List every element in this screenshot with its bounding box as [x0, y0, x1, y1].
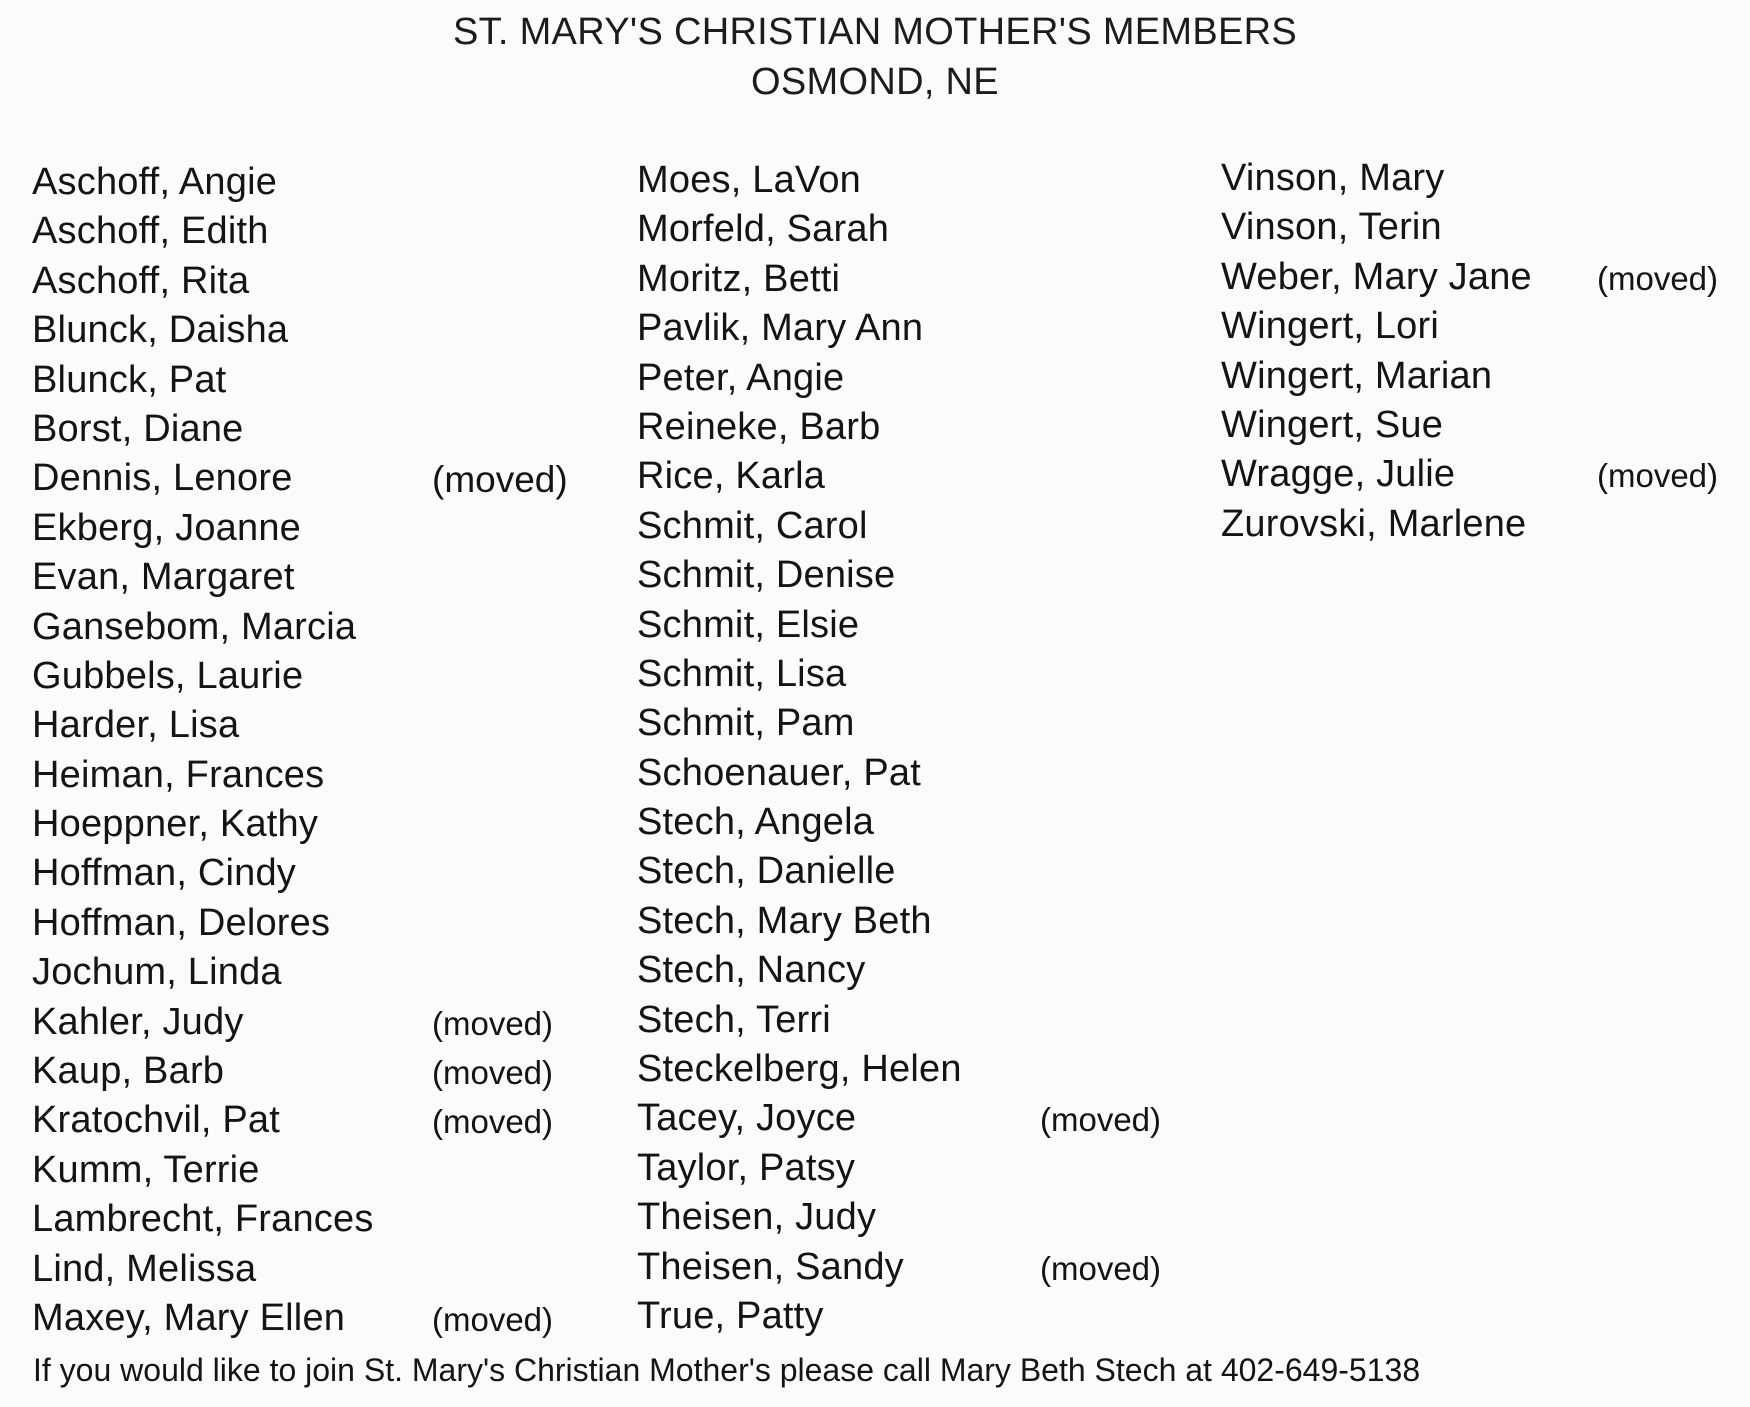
member-row: [637, 551, 1197, 600]
member-name: Ekberg, Joanne: [32, 506, 301, 549]
member-row: [32, 1096, 592, 1145]
member-row: [1221, 154, 1741, 203]
member-name: Lambrecht, Frances: [32, 1198, 374, 1241]
member-name: Hoffman, Cindy: [32, 852, 296, 895]
member-name: Kaup, Barb: [32, 1050, 225, 1093]
member-row: [32, 948, 592, 997]
member-row: [637, 1045, 1197, 1094]
member-name: Kahler, Judy: [32, 1000, 244, 1043]
member-row: [1221, 401, 1741, 450]
member-name: Stech, Terri: [637, 998, 831, 1041]
member-row: [32, 207, 592, 256]
page-title: ST. MARY'S CHRISTIAN MOTHER'S MEMBERS: [452, 11, 1298, 53]
member-name: Weber, Mary Jane: [1221, 255, 1532, 298]
member-row: [637, 1144, 1197, 1193]
moved-status-note: (moved): [432, 459, 568, 501]
member-row: [32, 158, 592, 207]
member-row: [637, 1193, 1197, 1242]
member-name: Wingert, Marian: [1221, 354, 1493, 397]
member-name: Schmit, Pam: [637, 702, 855, 745]
member-row: [637, 601, 1197, 650]
member-row: [32, 356, 592, 405]
member-name: Gansebom, Marcia: [32, 605, 357, 648]
member-row: [637, 354, 1197, 403]
member-row: [637, 502, 1197, 551]
member-name: Kumm, Terrie: [32, 1148, 260, 1191]
member-name: Aschoff, Angie: [32, 161, 278, 203]
member-row: [32, 849, 592, 898]
member-name: Schmit, Carol: [637, 504, 868, 547]
member-name: Heiman, Frances: [32, 753, 325, 796]
member-row: [32, 652, 592, 701]
member-row: [637, 897, 1197, 946]
member-column-1: [32, 158, 592, 1343]
moved-status-note: (moved): [432, 1103, 554, 1141]
member-row: [637, 946, 1197, 995]
moved-status-note: (moved): [1040, 1101, 1162, 1139]
member-name: Vinson, Mary: [1221, 157, 1445, 199]
moved-status-note: (moved): [432, 1300, 554, 1338]
moved-status-note: (moved): [432, 1004, 554, 1042]
member-row: [637, 156, 1197, 205]
member-name: Stech, Danielle: [637, 850, 896, 893]
member-name: Steckelberg, Helen: [637, 1048, 962, 1091]
member-name: Hoeppner, Kathy: [32, 803, 319, 846]
member-row: [637, 255, 1197, 304]
member-name: Pavlik, Mary Ann: [637, 307, 924, 350]
page-subtitle-location: OSMOND, NE: [751, 61, 999, 103]
member-name: Reineke, Barb: [637, 405, 881, 448]
member-column-2: [637, 156, 1197, 1341]
member-row: [32, 553, 592, 602]
member-name: Wingert, Lori: [1221, 305, 1440, 348]
member-row: [637, 996, 1197, 1045]
member-row: [637, 650, 1197, 699]
member-column-3: [1221, 154, 1741, 549]
member-name: Blunck, Pat: [32, 358, 227, 401]
member-name: Stech, Angela: [637, 801, 875, 844]
member-row: [1221, 352, 1741, 401]
member-row: [637, 205, 1197, 254]
moved-status-note: (moved): [1597, 259, 1719, 297]
member-name: Blunck, Daisha: [32, 309, 289, 352]
member-row: [32, 454, 592, 503]
member-row: [637, 699, 1197, 748]
member-row: [32, 998, 592, 1047]
member-row: [32, 899, 592, 948]
member-name: Taylor, Patsy: [637, 1146, 856, 1189]
member-name: Harder, Lisa: [32, 704, 240, 747]
member-row: [1221, 500, 1741, 549]
member-name: Rice, Karla: [637, 455, 826, 498]
member-row: [637, 1094, 1197, 1143]
moved-status-note: (moved): [1040, 1249, 1162, 1287]
member-row: [32, 1245, 592, 1294]
member-name: Dennis, Lenore: [32, 457, 293, 500]
member-name: Theisen, Judy: [637, 1196, 877, 1239]
member-name: Schmit, Denise: [637, 554, 896, 597]
member-row: [32, 1195, 592, 1244]
member-name: Stech, Nancy: [637, 949, 866, 992]
member-row: [32, 1146, 592, 1195]
member-name: Morfeld, Sarah: [637, 208, 890, 251]
member-row: [1221, 450, 1741, 499]
member-name: Stech, Mary Beth: [637, 899, 932, 942]
member-name: Wingert, Sue: [1221, 403, 1444, 446]
member-name: Theisen, Sandy: [637, 1245, 904, 1288]
member-name: Kratochvil, Pat: [32, 1099, 280, 1142]
member-row: [637, 1243, 1197, 1292]
member-name: Moritz, Betti: [637, 257, 841, 300]
member-name: Aschoff, Rita: [32, 259, 250, 302]
member-name: Schmit, Elsie: [637, 603, 860, 646]
member-row: [637, 403, 1197, 452]
moved-status-note: (moved): [432, 1054, 554, 1092]
member-name: True, Patty: [637, 1294, 824, 1337]
member-name: Borst, Diane: [32, 407, 244, 450]
member-name: Jochum, Linda: [32, 951, 282, 994]
member-row: [637, 798, 1197, 847]
member-row: [637, 1292, 1197, 1341]
member-row: [637, 452, 1197, 501]
member-name: Vinson, Terin: [1221, 206, 1442, 249]
member-row: [32, 800, 592, 849]
member-row: [32, 405, 592, 454]
member-row: [637, 304, 1197, 353]
member-row: [32, 751, 592, 800]
moved-status-note: (moved): [1597, 457, 1719, 495]
member-row: [32, 1047, 592, 1096]
member-row: [32, 257, 592, 306]
member-row: [32, 504, 592, 553]
member-name: Gubbels, Laurie: [32, 654, 304, 697]
member-name: Zurovski, Marlene: [1221, 502, 1527, 545]
member-name: Evan, Margaret: [32, 556, 295, 599]
member-name: Wragge, Julie: [1221, 453, 1456, 496]
member-row: [32, 603, 592, 652]
member-row: [32, 701, 592, 750]
member-name: Peter, Angie: [637, 356, 845, 399]
member-row: [32, 1294, 592, 1343]
member-name: Lind, Melissa: [32, 1247, 257, 1290]
member-name: Schmit, Lisa: [637, 652, 847, 695]
member-name: Maxey, Mary Ellen: [32, 1296, 346, 1339]
member-name: Hoffman, Delores: [32, 901, 331, 944]
member-name: Aschoff, Edith: [32, 210, 269, 253]
member-name: Moes, LaVon: [637, 159, 862, 201]
member-name: Schoenauer, Pat: [637, 751, 921, 794]
member-name: Tacey, Joyce: [637, 1097, 857, 1140]
member-row: [1221, 302, 1741, 351]
member-row: [1221, 253, 1741, 302]
member-row: [32, 306, 592, 355]
join-contact-note: If you would like to join St. Mary's Christian Mother's please call Mary Beth Stech at 402-649-5138: [33, 1352, 1421, 1388]
member-row: [637, 847, 1197, 896]
member-row: [1221, 203, 1741, 252]
member-row: [637, 749, 1197, 798]
